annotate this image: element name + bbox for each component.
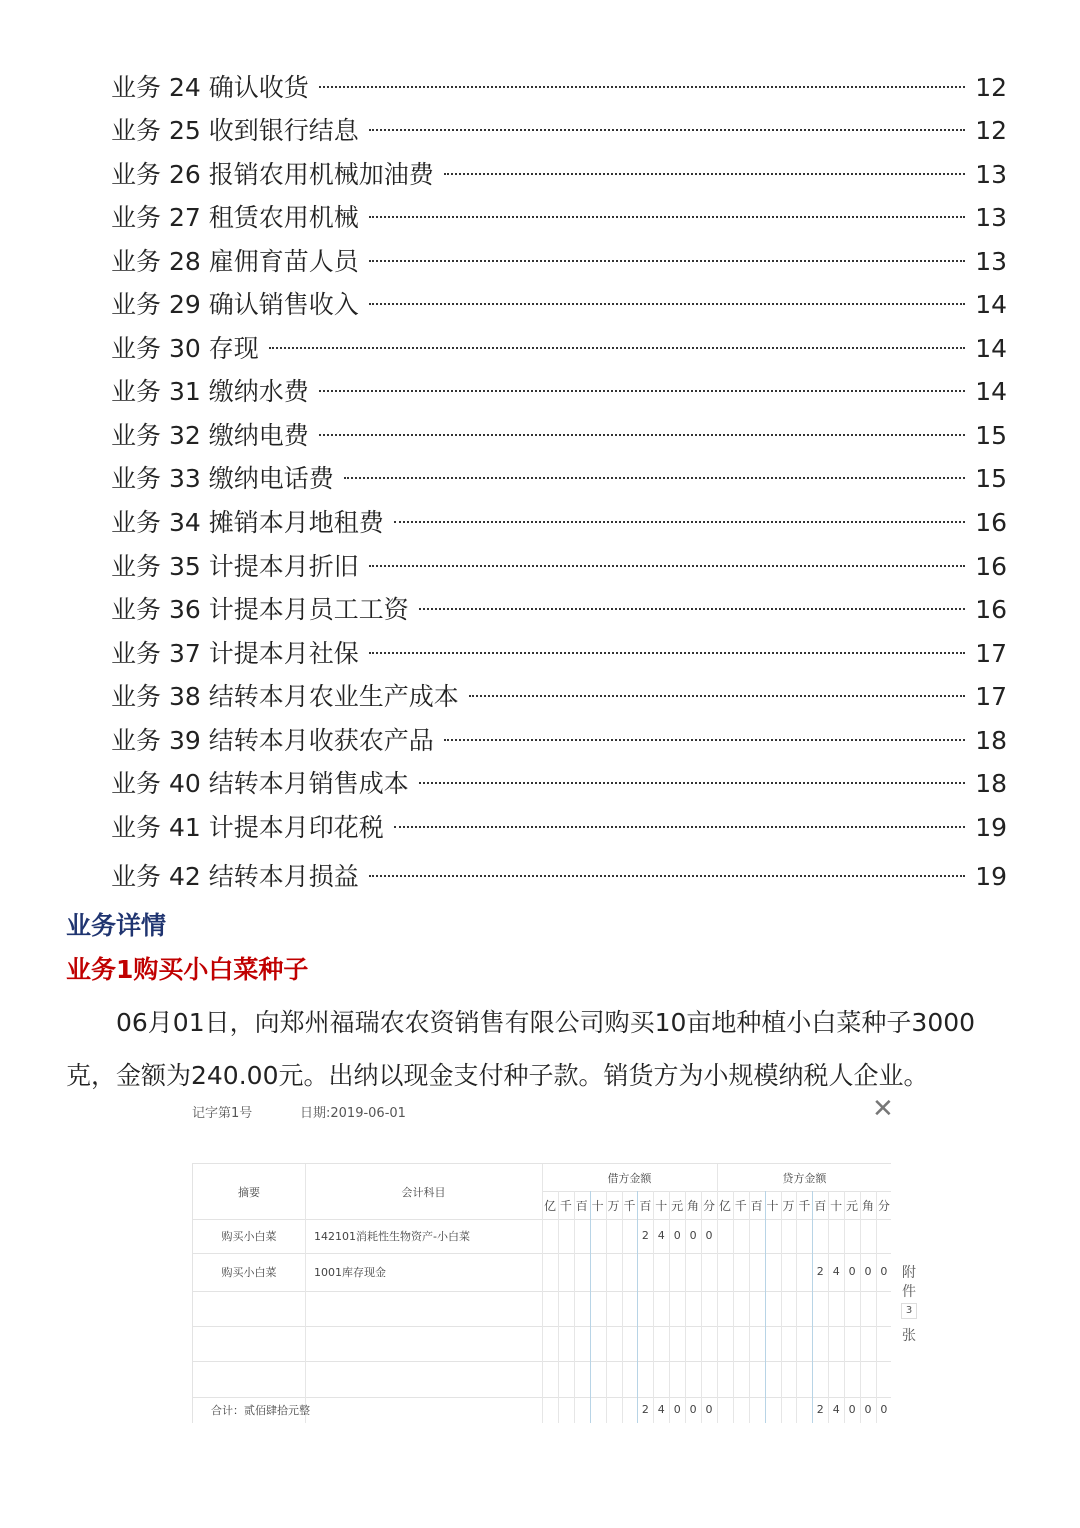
toc-entry[interactable] [111, 593, 1007, 627]
unit-label: 百 [639, 1198, 652, 1213]
toc-entry-title: 业务 42 结转本月损益 [111, 862, 359, 891]
unit-label: 角 [687, 1198, 700, 1213]
amount-digit: 2 [641, 1403, 649, 1416]
dot-leader [394, 521, 965, 523]
amount-digit: 0 [880, 1403, 888, 1416]
header-account: 会计科目 [401, 1185, 446, 1199]
dot-leader [369, 303, 965, 305]
unit-label: 千 [798, 1198, 811, 1213]
toc-entry[interactable] [111, 332, 1007, 366]
toc-page-number: 15 [975, 464, 1007, 493]
dot-leader [419, 782, 965, 784]
digit-column-divider [765, 1191, 766, 1423]
toc-page-number: 17 [975, 682, 1007, 711]
dot-leader [419, 608, 965, 610]
unit-label: 元 [846, 1198, 859, 1213]
toc-page-number: 15 [975, 421, 1007, 450]
toc-page-number: 14 [975, 334, 1007, 363]
dot-leader [269, 347, 965, 349]
unit-label: 千 [559, 1198, 572, 1213]
dot-leader [319, 86, 965, 88]
digit-column-divider [781, 1191, 782, 1423]
voucher-number: 记字第1号 [192, 1106, 253, 1121]
unit-label: 元 [671, 1198, 684, 1213]
toc-entry[interactable] [111, 860, 1007, 894]
toc-page-number: 13 [975, 203, 1007, 232]
total-label: 合计：贰佰肆拾元整 [211, 1404, 310, 1417]
amount-digit: 0 [705, 1229, 713, 1242]
attachment-label-1: 附 [902, 1265, 916, 1281]
toc-entry-title: 业务 25 收到银行结息 [111, 116, 359, 145]
dot-leader [444, 173, 965, 175]
digit-column-divider [876, 1191, 877, 1423]
toc-entry[interactable] [111, 114, 1007, 148]
unit-label: 分 [702, 1198, 715, 1213]
toc-entry[interactable] [111, 288, 1007, 322]
toc-entry-title: 业务 40 结转本月销售成本 [111, 769, 409, 798]
digit-column-divider [606, 1191, 607, 1423]
toc-page-number: 16 [975, 595, 1007, 624]
amount-digit: 0 [673, 1229, 681, 1242]
row-summary-cell[interactable]: 购买小白菜 [221, 1230, 277, 1243]
unit-label: 亿 [543, 1198, 556, 1213]
amount-digit: 0 [864, 1265, 872, 1278]
unit-label: 分 [877, 1198, 890, 1213]
dot-leader [369, 216, 965, 218]
dot-leader [319, 434, 965, 436]
dot-leader [369, 652, 965, 654]
row-account-cell[interactable] [305, 1361, 542, 1397]
digit-column-divider [749, 1191, 750, 1423]
row-account-cell[interactable] [305, 1291, 542, 1326]
toc-page-number: 19 [975, 813, 1007, 842]
toc-entry[interactable] [111, 680, 1007, 714]
amount-digit: 4 [657, 1403, 665, 1416]
toc-entry-title: 业务 29 确认销售收入 [111, 290, 359, 319]
unit-label: 十 [766, 1198, 779, 1213]
close-icon[interactable]: ✕ [872, 1094, 894, 1124]
toc-entry[interactable] [111, 419, 1007, 453]
amount-digit: 4 [832, 1265, 840, 1278]
unit-label: 万 [782, 1198, 795, 1213]
toc-entry[interactable] [111, 375, 1007, 409]
toc-entry[interactable] [111, 811, 1007, 845]
digit-column-divider [812, 1191, 813, 1423]
toc-entry-title: 业务 32 缴纳电费 [111, 421, 309, 450]
digit-column-divider [860, 1191, 861, 1423]
dot-leader [369, 260, 965, 262]
digit-column-divider [622, 1191, 623, 1423]
toc-entry-title: 业务 28 雇佣育苗人员 [111, 247, 359, 276]
amount-digit: 2 [641, 1229, 649, 1242]
amount-digit: 0 [848, 1403, 856, 1416]
toc-entry[interactable] [111, 158, 1007, 192]
unit-label: 千 [623, 1198, 636, 1213]
toc-page-number: 13 [975, 160, 1007, 189]
dot-leader [469, 695, 965, 697]
amount-digit: 2 [816, 1265, 824, 1278]
digit-column-divider [828, 1191, 829, 1423]
amount-digit: 0 [673, 1403, 681, 1416]
accounting-voucher-table [192, 1163, 891, 1423]
toc-entry-title: 业务 34 摊销本月地租费 [111, 508, 384, 537]
unit-label: 百 [575, 1198, 588, 1213]
toc-page-number: 16 [975, 552, 1007, 581]
dot-leader [369, 129, 965, 131]
toc-entry[interactable] [111, 506, 1007, 540]
toc-entry[interactable] [111, 71, 1007, 105]
unit-label: 百 [814, 1198, 827, 1213]
toc-entry[interactable] [111, 637, 1007, 671]
dot-leader [344, 477, 965, 479]
attachment-label-2: 件 [902, 1284, 916, 1300]
header-credit: 贷方金额 [782, 1171, 827, 1185]
toc-entry-title: 业务 41 计提本月印花税 [111, 813, 384, 842]
toc-page-number: 12 [975, 116, 1007, 145]
toc-page-number: 13 [975, 247, 1007, 276]
dot-leader [444, 739, 965, 741]
unit-label: 百 [750, 1198, 763, 1213]
toc-page-number: 16 [975, 508, 1007, 537]
toc-entry-title: 业务 26 报销农用机械加油费 [111, 160, 434, 189]
dot-leader [369, 565, 965, 567]
unit-label: 十 [591, 1198, 604, 1213]
amount-digit: 4 [657, 1229, 665, 1242]
toc-entry-title: 业务 38 结转本月农业生产成本 [111, 682, 459, 711]
row-summary-cell[interactable] [193, 1361, 305, 1397]
amount-digit: 0 [705, 1403, 713, 1416]
toc-entry-title: 业务 24 确认收货 [111, 73, 309, 102]
toc-page-number: 17 [975, 639, 1007, 668]
amount-digit: 0 [689, 1403, 697, 1416]
toc-entry[interactable] [111, 724, 1007, 758]
amount-digit: 0 [880, 1265, 888, 1278]
header-debit: 借方金额 [607, 1171, 652, 1185]
voucher-date: 日期:2019-06-01 [300, 1106, 406, 1121]
toc-entry[interactable] [111, 767, 1007, 801]
toc-page-number: 12 [975, 73, 1007, 102]
toc-entry-title: 业务 30 存现 [111, 334, 259, 363]
toc-entry-title: 业务 31 缴纳水费 [111, 377, 309, 406]
toc-entry[interactable] [111, 550, 1007, 584]
toc-page-number: 18 [975, 726, 1007, 755]
row-account-cell[interactable]: 142101消耗性生物资产-小白菜 [314, 1230, 470, 1243]
row-account-cell[interactable] [305, 1326, 542, 1361]
digit-column-divider [733, 1191, 734, 1423]
toc-entry-title: 业务 36 计提本月员工工资 [111, 595, 409, 624]
row-summary-cell[interactable]: 购买小白菜 [221, 1266, 277, 1279]
digit-column-divider [574, 1191, 575, 1423]
toc-entry-title: 业务 27 租赁农用机械 [111, 203, 359, 232]
row-account-cell[interactable]: 1001库存现金 [314, 1266, 386, 1279]
amount-digit: 4 [832, 1403, 840, 1416]
amount-digit: 0 [864, 1403, 872, 1416]
toc-page-number: 18 [975, 769, 1007, 798]
unit-label: 十 [655, 1198, 668, 1213]
unit-label: 千 [734, 1198, 747, 1213]
toc-entry-title: 业务 39 结转本月收获农产品 [111, 726, 434, 755]
unit-label: 十 [830, 1198, 843, 1213]
attachment-count-input[interactable]: 3 [901, 1303, 917, 1319]
digit-column-divider [844, 1191, 845, 1423]
unit-label: 亿 [718, 1198, 731, 1213]
toc-entry-title: 业务 37 计提本月社保 [111, 639, 359, 668]
business-description: 06月01日，向郑州福瑞农农资销售有限公司购买10亩地种植小白菜种子3000克，金额为240.00元。出纳以现金支付种子款。销货方为小规模纳税人企业。 [66, 1008, 976, 1090]
header-summary: 摘要 [238, 1185, 260, 1199]
dot-leader [394, 826, 965, 828]
digit-column-divider [590, 1191, 591, 1423]
digit-column-divider [558, 1191, 559, 1423]
toc-entry[interactable] [111, 201, 1007, 235]
toc-entry[interactable] [111, 245, 1007, 279]
amount-digit: 0 [689, 1229, 697, 1242]
amount-digit: 2 [816, 1403, 824, 1416]
section-heading: 业务详情 [66, 911, 167, 940]
toc-entry-title: 业务 35 计提本月折旧 [111, 552, 359, 581]
amount-digit: 0 [848, 1265, 856, 1278]
unit-label: 万 [607, 1198, 620, 1213]
row-summary-cell[interactable] [193, 1291, 305, 1326]
row-summary-cell[interactable] [193, 1326, 305, 1361]
dot-leader [319, 390, 965, 392]
digit-column-divider [796, 1191, 797, 1423]
unit-label: 角 [861, 1198, 874, 1213]
toc-page-number: 19 [975, 862, 1007, 891]
toc-entry[interactable] [111, 462, 1007, 496]
toc-page-number: 14 [975, 290, 1007, 319]
toc-entry-title: 业务 33 缴纳电话费 [111, 464, 334, 493]
attachment-label-3: 张 [902, 1328, 916, 1344]
dot-leader [369, 875, 965, 877]
toc-page-number: 14 [975, 377, 1007, 406]
business-heading: 业务1购买小白菜种子 [66, 955, 309, 984]
